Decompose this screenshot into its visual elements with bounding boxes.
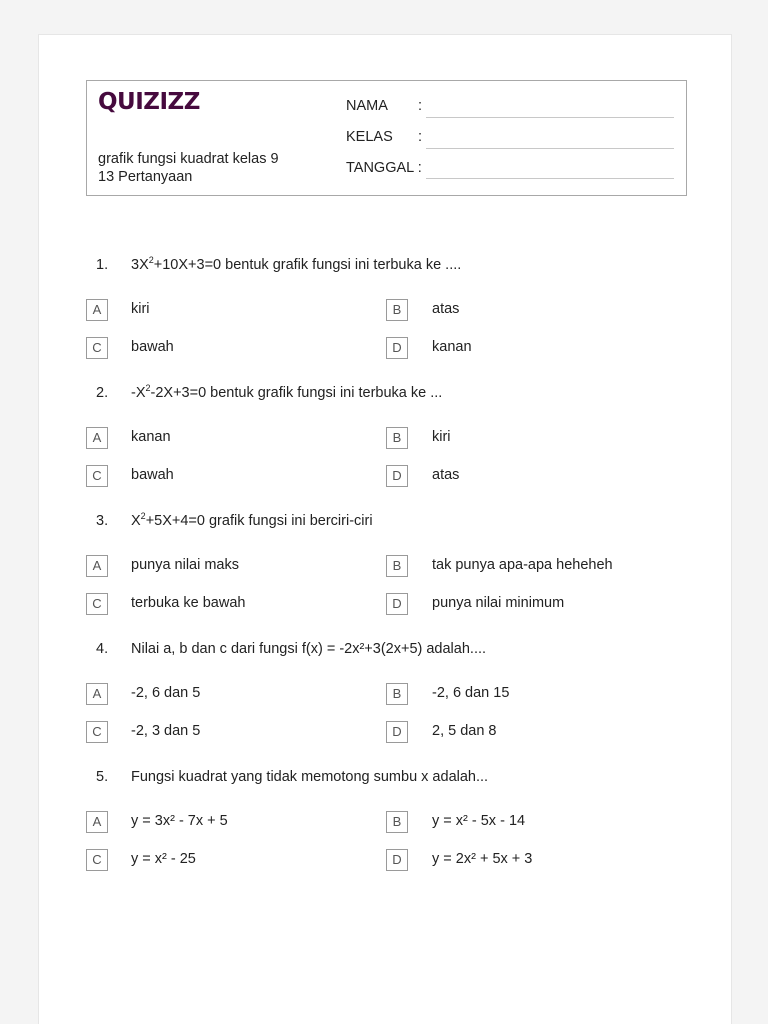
name-field-colon: : (418, 98, 423, 114)
option-text: y = 2x² + 5x + 3 (432, 851, 533, 867)
class-field-colon: : (418, 129, 423, 145)
option-letter-box[interactable]: D (386, 593, 408, 615)
class-field-line[interactable] (426, 148, 674, 149)
date-field-line[interactable] (426, 178, 674, 179)
question-text: Nilai a, b dan c dari fungsi f(x) = -2x²+3(2x+5) adalah.... (131, 641, 487, 657)
option-letter-box[interactable]: B (386, 811, 408, 833)
option-letter-box[interactable]: B (386, 427, 408, 449)
quizizz-logo: QUIZIZZ (98, 89, 200, 115)
option-letter-box[interactable]: D (386, 721, 408, 743)
option-letter-box[interactable]: D (386, 337, 408, 359)
option-text: kanan (432, 339, 472, 355)
option-text: kiri (131, 301, 150, 317)
option-text: 2, 5 dan 8 (432, 723, 497, 739)
option-letter-box[interactable]: B (386, 555, 408, 577)
option-text: y = x² - 5x - 14 (432, 813, 526, 829)
option-text: y = x² - 25 (131, 851, 196, 867)
option-text: punya nilai minimum (432, 595, 565, 611)
option-letter-box[interactable]: C (86, 849, 108, 871)
option-letter-box[interactable]: D (386, 849, 408, 871)
option-letter-box[interactable]: D (386, 465, 408, 487)
question-number: 1. (96, 257, 109, 273)
option-text: -2, 3 dan 5 (131, 723, 201, 739)
question-number: 3. (96, 513, 109, 529)
question-text: $3X^2+10X+3=0$ bentuk grafik fungsi ini terbuka ke .... (131, 255, 462, 273)
question-number: 5. (96, 769, 109, 785)
option-letter-box[interactable]: C (86, 337, 108, 359)
question-text: $X^2+5X+4=0$ grafik fungsi ini berciri-ciri (131, 511, 373, 529)
option-letter-box[interactable]: A (86, 299, 108, 321)
option-text: kanan (131, 429, 171, 445)
option-text: atas (432, 467, 460, 483)
option-text: -2, 6 dan 5 (131, 685, 201, 701)
option-text: y = 3x² - 7x + 5 (131, 813, 228, 829)
option-text: tak punya apa-apa heheheh (432, 557, 613, 573)
option-letter-box[interactable]: B (386, 299, 408, 321)
option-text: bawah (131, 467, 174, 483)
quiz-title: grafik fungsi kuadrat kelas 9 (98, 151, 279, 167)
option-letter-box[interactable]: C (86, 721, 108, 743)
question-count: 13 Pertanyaan (98, 169, 193, 185)
option-letter-box[interactable]: A (86, 427, 108, 449)
option-text: bawah (131, 339, 174, 355)
option-letter-box[interactable]: A (86, 811, 108, 833)
question-number: 4. (96, 641, 109, 657)
option-text: punya nilai maks (131, 557, 239, 573)
date-field-label: TANGGAL : (346, 160, 422, 176)
class-field-label: KELAS (346, 129, 393, 145)
option-letter-box[interactable]: C (86, 465, 108, 487)
option-letter-box[interactable]: A (86, 555, 108, 577)
option-text: kiri (432, 429, 451, 445)
question-text: Fungsi kuadrat yang tidak memotong sumbu x adalah... (131, 769, 489, 785)
question-number: 2. (96, 385, 109, 401)
option-text: -2, 6 dan 15 (432, 685, 510, 701)
question-text: $-X^2-2X+3=0$ bentuk grafik fungsi ini terbuka ke ... (131, 383, 443, 401)
option-letter-box[interactable]: B (386, 683, 408, 705)
name-field-line[interactable] (426, 117, 674, 118)
option-text: terbuka ke bawah (131, 595, 246, 611)
name-field-label: NAMA (346, 98, 388, 114)
option-letter-box[interactable]: C (86, 593, 108, 615)
option-text: atas (432, 301, 460, 317)
worksheet-header (86, 80, 687, 196)
worksheet-page (38, 34, 732, 1024)
option-letter-box[interactable]: A (86, 683, 108, 705)
